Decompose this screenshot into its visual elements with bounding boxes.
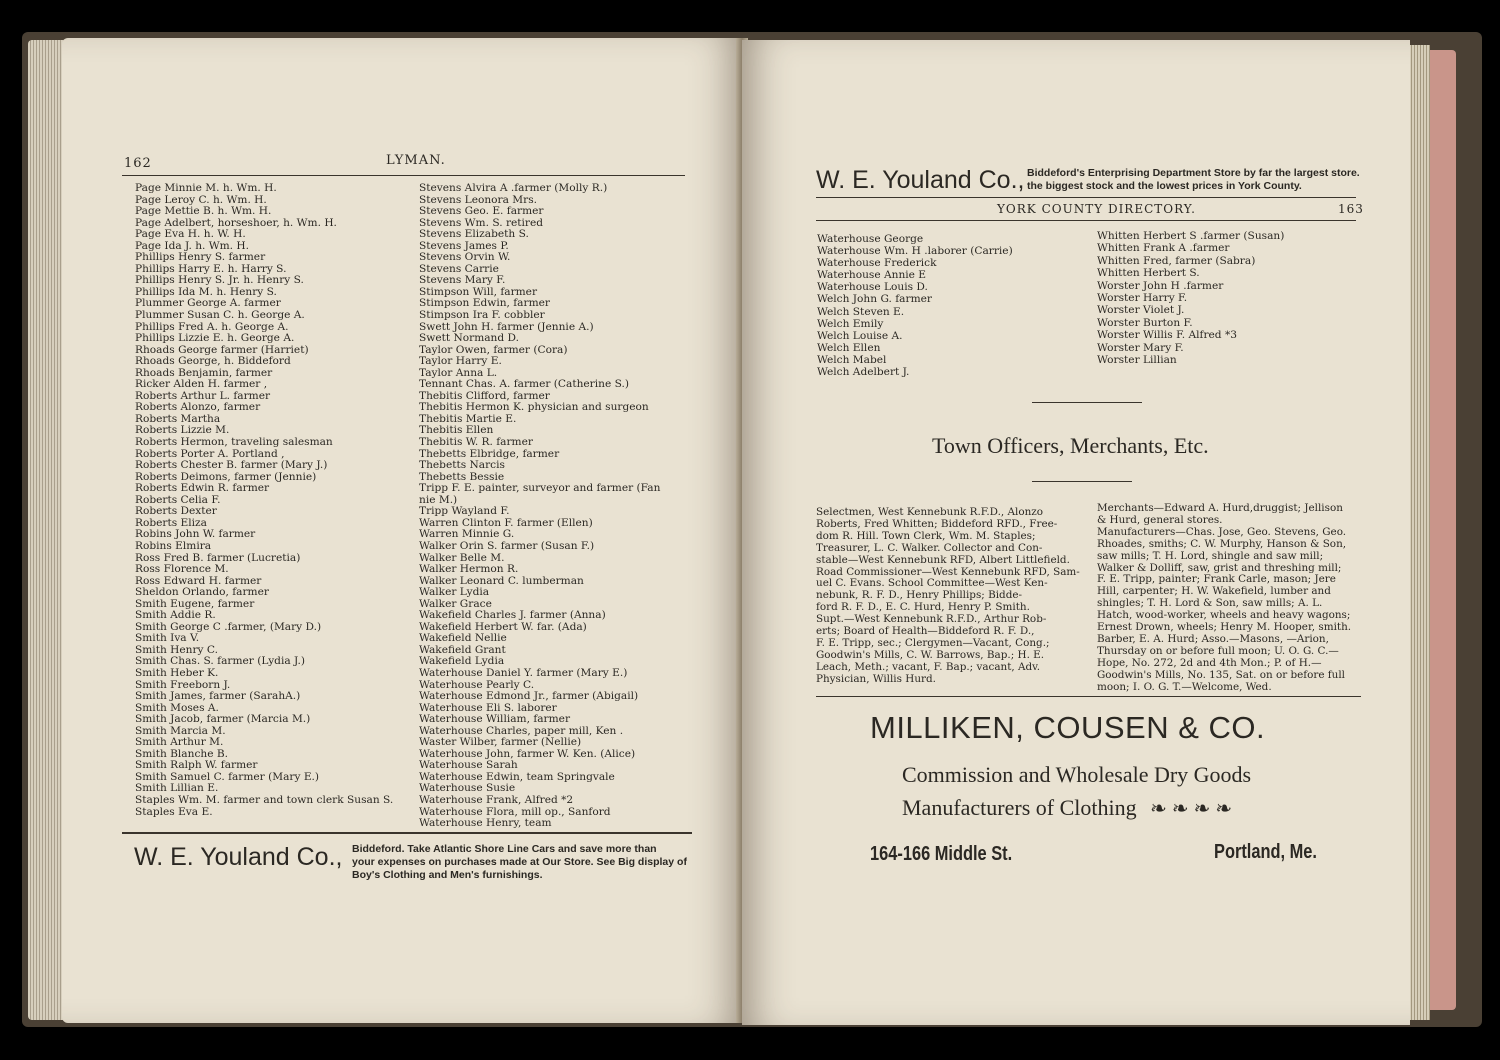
directory-entry: Tennant Chas. A. farmer (Catherine S.) bbox=[419, 379, 629, 391]
directory-entry: Smith Ralph W. farmer bbox=[135, 760, 258, 772]
officers-text-line: Supt.—West Kennebunk R.F.D., Arthur Rob- bbox=[816, 613, 1047, 626]
directory-entry: Smith Freeborn J. bbox=[135, 679, 231, 691]
directory-entry: Taylor Owen, farmer (Cora) bbox=[419, 344, 568, 356]
directory-entry: Roberts Porter A. Portland , bbox=[135, 448, 285, 460]
directory-entry: Waterhouse Frederick bbox=[817, 257, 937, 270]
directory-entry: Worster Harry F. bbox=[1097, 292, 1188, 305]
directory-entry: Thebetts Narcis bbox=[419, 460, 505, 472]
directory-entry: Smith Iva V. bbox=[135, 633, 200, 645]
directory-entry: Waterhouse Daniel Y. farmer (Mary E.) bbox=[419, 667, 628, 679]
directory-entry: Roberts Chester B. farmer (Mary J.) bbox=[135, 460, 328, 472]
officers-text-line: Physician, Willis Hurd. bbox=[816, 672, 936, 685]
milliken-line-2-text: Manufacturers of Clothing bbox=[902, 795, 1137, 820]
directory-entry: Stevens Orvin W. bbox=[419, 252, 511, 264]
directory-entry: Roberts Celia F. bbox=[135, 494, 221, 506]
directory-entry: Ross Edward H. farmer bbox=[135, 575, 262, 587]
directory-entry: Staples Wm. M. farmer and town clerk Susan S. bbox=[135, 794, 394, 806]
officers-text-line: Leach, Meth.; vacant, F. Bap.; vacant, Adv. bbox=[816, 660, 1041, 673]
directory-entry: Plummer Susan C. h. George A. bbox=[135, 310, 305, 322]
directory-entry: Welch Louise A. bbox=[817, 329, 903, 342]
right-column-1 bbox=[817, 233, 1087, 378]
directory-entry: Page Leroy C. h. Wm. H. bbox=[135, 194, 267, 206]
merchants-text-line: Merchants—Edward A. Hurd,druggist; Jellison bbox=[1097, 502, 1343, 514]
directory-entry: Robins John W. farmer bbox=[135, 529, 256, 541]
officers-text-line: nebunk, R. F. D., Henry Phillips; Bidde- bbox=[816, 589, 1022, 602]
directory-entry: Roberts Martha bbox=[135, 413, 221, 425]
merchants-text-line: Thursday on or before full moon; U. O. G. C.— bbox=[1097, 644, 1339, 657]
left-column-1 bbox=[135, 183, 420, 818]
directory-entry: Welch Emily bbox=[817, 317, 884, 330]
directory-entry: Roberts Alonzo, farmer bbox=[135, 402, 261, 414]
merchants-text-line: & Hurd, general stores. bbox=[1097, 513, 1223, 526]
directory-entry: Thebitis Martie E. bbox=[419, 413, 517, 425]
divider-rule bbox=[1032, 481, 1132, 482]
footer-ad-line: Biddeford. Take Atlantic Shore Line Cars and save more than bbox=[352, 843, 657, 855]
officers-text-line: stable—West Kennebunk RFD, Albert Littlefield. bbox=[816, 553, 1070, 566]
directory-entry: Walker Leonard C. lumberman bbox=[419, 575, 584, 587]
merchants-text-line: Hill, carpenter; H. W. Wakefield, lumber and bbox=[1097, 585, 1331, 598]
directory-entry: Ricker Alden H. farmer , bbox=[135, 379, 268, 391]
town-officers-text bbox=[816, 507, 1084, 686]
directory-entry: Waterhouse Frank, Alfred *2 bbox=[419, 794, 574, 806]
directory-entry: Waterhouse Edwin, team Springvale bbox=[419, 771, 615, 783]
directory-entry: Thebitis Clifford, farmer bbox=[419, 390, 550, 402]
directory-entry: Welch Ellen bbox=[817, 341, 881, 354]
directory-entry: Wakefield Nellie bbox=[419, 633, 507, 645]
officers-text-line: uel C. Evans. School Committee—West Ken- bbox=[816, 577, 1048, 590]
header-ad-text bbox=[1027, 167, 1360, 193]
pink-page-edge bbox=[1426, 50, 1456, 1010]
directory-entry: Wakefield Herbert W. far. (Ada) bbox=[419, 621, 587, 633]
directory-entry: Roberts Eliza bbox=[135, 517, 207, 529]
directory-entry: Welch John G. farmer bbox=[817, 293, 932, 306]
directory-entry: Worster John H .farmer bbox=[1097, 279, 1224, 292]
directory-entry: Ross Florence M. bbox=[135, 564, 229, 576]
merchants-text-line: Walker & Dolliff, saw, grist and threshing mill; bbox=[1097, 561, 1342, 574]
directory-entry: Waterhouse Charles, paper mill, Ken . bbox=[419, 725, 624, 737]
footer-ad-text bbox=[352, 843, 687, 882]
directory-entry: Taylor Anna L. bbox=[419, 367, 498, 379]
header-rule-bottom bbox=[816, 220, 1356, 221]
directory-entry: Phillips Ida M. h. Henry S. bbox=[135, 286, 277, 298]
directory-entry: Rhoads Benjamin, farmer bbox=[135, 367, 273, 379]
directory-entry: Sheldon Orlando, farmer bbox=[135, 587, 269, 599]
directory-entry: Waterhouse George bbox=[817, 233, 924, 245]
directory-entry: Welch Steven E. bbox=[817, 305, 905, 318]
header-rule-top bbox=[816, 197, 1356, 198]
directory-entry: Warren Clinton F. farmer (Ellen) bbox=[419, 517, 593, 529]
directory-entry: Waterhouse Henry, team bbox=[419, 818, 552, 830]
directory-entry: Whitten Herbert S. bbox=[1097, 267, 1200, 280]
merchants-text-line: Barber, E. A. Hurd; Asso.—Masons, —Arion, bbox=[1097, 632, 1329, 645]
directory-entry: Waterhouse Wm. H .laborer (Carrie) bbox=[817, 245, 1013, 258]
directory-entry: Page Eva H. h. W. H. bbox=[135, 229, 246, 241]
directory-entry: Waterhouse Sarah bbox=[419, 760, 518, 772]
header-ad-company: W. E. Youland Co., bbox=[816, 166, 1025, 194]
merchants-text-line: Ernest Drown, wheels; Henry M. Hooper, smith. bbox=[1097, 621, 1352, 634]
directory-entry: Smith Jacob, farmer (Marcia M.) bbox=[135, 714, 311, 726]
directory-entry: Stevens Geo. E. farmer bbox=[419, 206, 544, 218]
directory-entry: Smith Henry C. bbox=[135, 644, 218, 656]
running-head: YORK COUNTY DIRECTORY. bbox=[997, 202, 1196, 216]
directory-entry: Thebitis W. R. farmer bbox=[419, 437, 533, 449]
directory-entry: Smith James, farmer (SarahA.) bbox=[135, 691, 301, 703]
ad-rule bbox=[816, 696, 1361, 697]
directory-entry: Roberts Dexter bbox=[135, 506, 217, 518]
directory-entry: Smith Eugene, farmer bbox=[135, 598, 255, 610]
milliken-company-name: MILLIKEN, COUSEN & CO. bbox=[870, 710, 1266, 745]
directory-entry: Walker Hermon R. bbox=[419, 564, 519, 576]
merchants-text-line: Manufacturers—Chas. Jose, Geo. Stevens, Geo. bbox=[1097, 525, 1347, 538]
directory-entry: Stimpson Ira F. cobbler bbox=[419, 310, 545, 322]
running-head: LYMAN. bbox=[386, 153, 446, 168]
directory-entry: Thebitis Ellen bbox=[419, 425, 494, 437]
directory-entry: Rhoads George, h. Biddeford bbox=[135, 356, 291, 368]
directory-entry: Wakefield Lydia bbox=[419, 656, 505, 668]
directory-entry: Stimpson Edwin, farmer bbox=[419, 298, 550, 310]
directory-entry: nie M.) bbox=[419, 494, 458, 506]
merchants-text-line: saw mills; T. H. Lord, shingle and saw mill; bbox=[1097, 549, 1324, 562]
divider-rule bbox=[1032, 402, 1142, 403]
officers-text-line: ford R. F. D., E. C. Hurd, Henry P. Smith. bbox=[816, 601, 1030, 614]
directory-entry: Ross Fred B. farmer (Lucretia) bbox=[135, 552, 301, 564]
directory-entry: Tripp F. E. painter, surveyor and farmer (Fan bbox=[419, 483, 661, 495]
officers-text-line: dom R. Hill. Town Clerk, Wm. M. Staples; bbox=[816, 529, 1036, 542]
directory-entry: Stevens Elizabeth S. bbox=[419, 229, 529, 241]
merchants-text-line: Hatch, wood-worker, wheels and heavy wagons; bbox=[1097, 609, 1351, 622]
directory-entry: Wakefield Charles J. farmer (Anna) bbox=[419, 610, 606, 622]
section-title: Town Officers, Merchants, Etc. bbox=[932, 433, 1209, 458]
directory-entry: Walker Lydia bbox=[419, 587, 490, 599]
milliken-line-1: Commission and Wholesale Dry Goods bbox=[902, 762, 1252, 787]
directory-entry: Phillips Fred A. h. George A. bbox=[135, 321, 289, 333]
directory-entry: Phillips Henry S. farmer bbox=[135, 252, 266, 264]
directory-entry: Roberts Hermon, traveling salesman bbox=[135, 437, 333, 449]
footer-ad-line: Boy's Clothing and Men's furnishings. bbox=[352, 869, 543, 881]
right-column-2 bbox=[1097, 230, 1357, 366]
directory-entry: Stimpson Will, farmer bbox=[419, 286, 538, 298]
left-column-2 bbox=[419, 183, 689, 830]
merchants-text-line: Goodwin's Mills, No. 135, Sat. on or before full bbox=[1097, 668, 1345, 681]
directory-entry: Waterhouse Edmond Jr., farmer (Abigail) bbox=[419, 691, 639, 703]
directory-entry: Worster Mary F. bbox=[1097, 341, 1184, 354]
officers-text-line: Selectmen, West Kennebunk R.F.D., Alonzo bbox=[816, 506, 1044, 518]
officers-text-line: Roberts, Fred Whitten; Biddeford RFD., Free- bbox=[816, 517, 1058, 530]
directory-entry: Page Minnie M. h. Wm. H. bbox=[135, 183, 277, 194]
directory-entry: Page Ida J. h. Wm. H. bbox=[135, 240, 250, 252]
directory-entry: Stevens Wm. S. retired bbox=[419, 217, 544, 229]
directory-entry: Smith Addie R. bbox=[135, 610, 216, 622]
directory-entry: Roberts Deimons, farmer (Jennie) bbox=[135, 471, 317, 483]
directory-entry: Phillips Henry S. Jr. h. Henry S. bbox=[135, 275, 304, 287]
officers-text-line: Goodwin's Mills, C. W. Barrows, Bap.; H. E. bbox=[816, 648, 1045, 661]
footer-ad-company: W. E. Youland Co., bbox=[134, 843, 343, 871]
directory-entry: Robins Elmira bbox=[135, 540, 212, 552]
directory-entry: Worster Lillian bbox=[1097, 354, 1177, 367]
directory-entry: Wakefield Grant bbox=[419, 644, 506, 656]
directory-entry: Warren Minnie G. bbox=[419, 529, 515, 541]
directory-entry: Waterhouse John, farmer W. Ken. (Alice) bbox=[419, 748, 636, 760]
directory-entry: Smith Moses A. bbox=[135, 702, 219, 714]
directory-entry: Smith Blanche B. bbox=[135, 748, 228, 760]
left-page bbox=[62, 38, 742, 1023]
directory-entry: Whitten Frank A .farmer bbox=[1097, 242, 1230, 255]
directory-entry: Rhoads George farmer (Harriet) bbox=[135, 344, 309, 356]
footer-rule bbox=[122, 832, 692, 834]
milliken-city: Portland, Me. bbox=[1214, 841, 1317, 863]
header-ad-line: Biddeford's Enterprising Department Store by far the largest store. bbox=[1027, 167, 1360, 179]
directory-entry: Smith Heber K. bbox=[135, 667, 219, 679]
directory-entry: Tripp Wayland F. bbox=[419, 506, 510, 518]
leaf-ornament-icon: ❧ ❧ ❧ ❧ bbox=[1150, 798, 1233, 820]
directory-entry: Page Adelbert, horseshoer, h. Wm. H. bbox=[135, 217, 337, 229]
directory-entry: Taylor Harry E. bbox=[419, 356, 502, 368]
merchants-text-line: F. E. Tripp, painter; Frank Carle, mason; Jere bbox=[1097, 573, 1336, 586]
footer-ad-line: your expenses on purchases made at Our Store. See Big display of bbox=[352, 856, 687, 868]
directory-entry: Thebitis Hermon K. physician and surgeon bbox=[419, 402, 649, 414]
directory-entry: Worster Willis F. Alfred *3 bbox=[1097, 329, 1237, 342]
page-number: 162 bbox=[124, 156, 152, 171]
directory-entry: Smith Lillian E. bbox=[135, 783, 219, 795]
directory-entry: Smith George C .farmer, (Mary D.) bbox=[135, 621, 322, 633]
directory-entry: Smith Samuel C. farmer (Mary E.) bbox=[135, 771, 320, 783]
directory-entry: Waterhouse Louis D. bbox=[817, 281, 928, 294]
officers-text-line: erts; Board of Health—Biddeford R. F. D., bbox=[816, 625, 1035, 638]
directory-entry: Waster Wilber, farmer (Nellie) bbox=[419, 737, 582, 749]
directory-entry: Smith Chas. S. farmer (Lydia J.) bbox=[135, 656, 305, 668]
merchants-text-line: shingles; T. H. Lord & Son, saw mills; A. L. bbox=[1097, 597, 1323, 610]
directory-entry: Swett Normand D. bbox=[419, 333, 520, 345]
directory-entry: Thebetts Bessie bbox=[419, 471, 505, 483]
page-number: 163 bbox=[1338, 202, 1364, 216]
directory-entry: Welch Mabel bbox=[817, 353, 887, 366]
directory-entry: Thebetts Elbridge, farmer bbox=[419, 448, 560, 460]
directory-entry: Stevens Leonora Mrs. bbox=[419, 194, 538, 206]
directory-entry: Walker Grace bbox=[419, 598, 492, 610]
directory-entry: Staples Eva E. bbox=[135, 806, 213, 818]
directory-entry: Waterhouse Eli S. laborer bbox=[419, 702, 557, 714]
directory-entry: Plummer George A. farmer bbox=[135, 298, 281, 310]
directory-entry: Worster Burton F. bbox=[1097, 316, 1193, 329]
directory-entry: Stevens Carrie bbox=[419, 263, 499, 275]
directory-entry: Waterhouse Pearly C. bbox=[419, 679, 535, 691]
directory-entry: Walker Belle M. bbox=[419, 552, 505, 564]
directory-entry: Walker Orin S. farmer (Susan F.) bbox=[419, 540, 595, 552]
merchants-text-line: moon; I. O. G. T.—Welcome, Wed. bbox=[1097, 680, 1272, 693]
right-page bbox=[742, 40, 1410, 1025]
directory-entry: Page Mettie B. h. Wm. H. bbox=[135, 206, 272, 218]
merchants-text-line: Hope, No. 272, 2d and 4th Mon.; P. of H.— bbox=[1097, 656, 1322, 669]
directory-entry: Swett John H. farmer (Jennie A.) bbox=[419, 321, 594, 333]
milliken-address: 164-166 Middle St. bbox=[870, 843, 1013, 865]
header-rule bbox=[122, 175, 685, 176]
directory-entry: Roberts Arthur L. farmer bbox=[135, 390, 271, 402]
directory-entry: Whitten Herbert S .farmer (Susan) bbox=[1097, 230, 1285, 242]
directory-entry: Stevens James P. bbox=[419, 240, 509, 252]
directory-entry: Stevens Mary F. bbox=[419, 275, 506, 287]
directory-entry: Smith Arthur M. bbox=[135, 737, 224, 749]
directory-entry: Waterhouse William, farmer bbox=[419, 714, 571, 726]
directory-entry: Smith Marcia M. bbox=[135, 725, 226, 737]
merchants-text-line: Rhoades, smiths; C. W. Murphy, Hanson & Son, bbox=[1097, 537, 1347, 550]
directory-entry: Stevens Alvira A .farmer (Molly R.) bbox=[419, 183, 608, 194]
merchants-text bbox=[1097, 503, 1359, 694]
officers-text-line: F. E. Tripp, sec.; Clergymen—Vacant, Cong.; bbox=[816, 636, 1050, 649]
officers-text-line: Road Commissioner—West Kennebunk RFD, Sam- bbox=[816, 565, 1080, 578]
directory-entry: Phillips Lizzie E. h. George A. bbox=[135, 333, 295, 345]
directory-entry: Worster Violet J. bbox=[1097, 304, 1185, 317]
directory-entry: Roberts Lizzie M. bbox=[135, 425, 230, 437]
directory-entry: Welch Adelbert J. bbox=[817, 366, 910, 379]
directory-entry: Roberts Edwin R. farmer bbox=[135, 483, 270, 495]
directory-entry: Phillips Harry E. h. Harry S. bbox=[135, 263, 287, 275]
directory-entry: Waterhouse Annie E bbox=[817, 269, 927, 282]
header-ad-line: the biggest stock and the lowest prices in York County. bbox=[1027, 180, 1302, 192]
directory-entry: Whitten Fred, farmer (Sabra) bbox=[1097, 254, 1256, 267]
directory-entry: Waterhouse Susie bbox=[419, 783, 516, 795]
milliken-line-2 bbox=[902, 795, 1232, 821]
directory-entry: Waterhouse Flora, mill op., Sanford bbox=[419, 806, 611, 818]
officers-text-line: Treasurer, L. C. Walker. Collector and Con- bbox=[816, 541, 1043, 554]
